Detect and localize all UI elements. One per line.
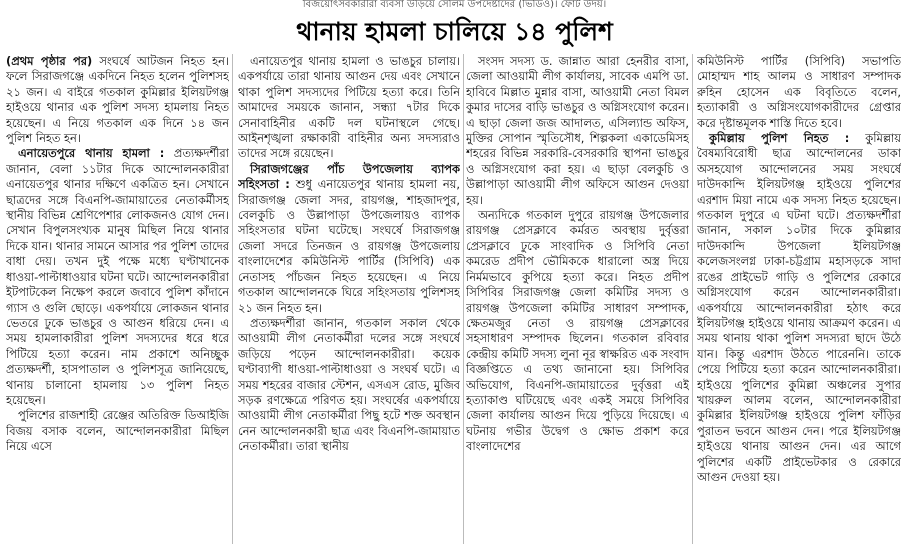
- column-divider: [692, 54, 693, 544]
- column-1: [6, 54, 229, 548]
- paragraph: কমিউনিস্ট পার্টির (সিপিবি) সভাপতি মোহাম্মদ শাহ আলম ও সাধারণ সম্পাদক রুহিন হোসেন এক বিবৃতিতে বলেন, হত্যাকারী ও অগ্নিসংযোগকারীদের গ্রেপ্তার করে দৃষ্টান্তমূলক শাস্তি দিতে হবে।: [697, 54, 901, 130]
- paragraph: প্রত্যক্ষদর্শীরা জানান, গতকাল সকাল থেকে আওয়ামী লীগ নেতাকর্মীরা দলের সঙ্গে সংঘর্ষে জড়িয়ে পড়েন আন্দোলনকারীরা। কয়েক ঘণ্টাব্যাপী ধাওয়া-পাল্টাধাওয়া ও সংঘর্ষ ঘটে। এ সময় শহরের বাজার স্টেশন, এসএস রোড, মুজিব সড়ক রণক্ষেত্রে পরিণত হয়। সংঘর্ষের একপর্যায়ে আওয়ামী লীগ নেতাকর্মীরা পিছু হটে শক্ত অবস্থান নেন আন্দোলনকারী ছাত্র এবং বিএনপি-জামায়াত নেতাকর্মীরা। তারা স্থানীয়: [238, 315, 460, 454]
- headline: থানায় হামলা চালিয়ে ১৪ পুলিশ: [296, 17, 613, 46]
- paragraph-text: কুমিল্লায় বৈষম্যবিরোধী ছাত্র আন্দোলনের ডাকা অসহযোগ আন্দোলনের সময় সংঘর্ষে দাউদকান্দি ইলিয়টগঞ্জ হাইওয়ে পুলিশের এরশাদ মিয়া নামে এক সদস্য নিহত হয়েছেন। গতকাল দুপুরে এ ঘটনা ঘটে। প্রত্যক্ষদর্শীরা জানান, সকাল ১০টার দিকে কুমিল্লার দাউদকান্দি উপজেলা ইলিয়টগঞ্জ কলেজসংলগ্ন ঢাকা-চট্টগ্রাম মহাসড়কে সাদা রঙের প্রাইভেট গাড়ি ও পুলিশের রেকারে অগ্নিসংযোগ করেন আন্দোলনকারীরা। একপর্যায়ে আন্দোলনকারীরা হঠাৎ করে ইলিয়টগঞ্জ হাইওয়ে থানায় আক্রমণ করেন। এ সময় থানায় থাকা পুলিশ সদস্যরা ছাদে উঠে যান। কিন্তু এরশাদ উঠতে পারেননি। তাকে পেয়ে পিটিয়ে হত্যা করেন আন্দোলনকারীরা। হাইওয়ে পুলিশের কুমিল্লা অঞ্চলের সুপার খায়রুল আলম বলেন, আন্দোলনকারীরা কুমিল্লার ইলিয়টগঞ্জ হাইওয়ে পুলিশ ফাঁড়ির পুরাতন ভবনে আগুন দেন। পরে ইলিয়টগঞ্জ হাইওয়ে থানায় আগুন দেন। এর আগে পুলিশের একটি প্রাইভেটকার ও রেকারে আগুন দেওয়া হয়।: [697, 131, 901, 484]
- subheading: কুমিল্লায় পুলিশ নিহত :: [709, 131, 850, 146]
- column-divider: [232, 54, 233, 544]
- column-3: [466, 54, 689, 548]
- paragraph-text: শুধু এনায়েতপুর থানায় হামলা নয়, সিরাজগঞ্জ জেলা সদর, রায়গঞ্জ, শাহজাদপুর, বেলকুচি ও উল্লাপাড়া উপজেলায়ও ব্যাপক সহিংসতার ঘটনা ঘটেছে। সংঘর্ষে সিরাজগঞ্জ জেলা সদরে তিনজন ও রায়গঞ্জ উপজেলায় বাংলাদেশের কমিউনিস্ট পার্টির (সিপিবি) এক নেতাসহ পাঁচজন নিহত হয়েছেন। এ নিয়ে গতকাল আন্দোলনকে ঘিরে সহিংসতায় পুলিশসহ ২১ জন নিহত হন।: [238, 177, 460, 315]
- column-4: [697, 54, 901, 548]
- column-2: [238, 54, 460, 548]
- paragraph: পুলিশের রাজশাহী রেঞ্জের অতিরিক্ত ডিআইজি বিজয় বসাক বলেন, আন্দোলনকারীরা মিছিল নিয়ে এসে: [6, 408, 229, 454]
- subheading: সিরাজগঞ্জের পাঁচ উপজেলায় ব্যাপক সহিংসতা :: [238, 161, 460, 192]
- paragraph: [238, 162, 460, 316]
- paragraph: অন্যদিকে গতকাল দুপুরে রায়গঞ্জ উপজেলার রায়গঞ্জ প্রেসক্লাবে কর্মরত অবস্থায় দুর্বৃত্তরা প্রেসক্লাবে ঢুকে সাংবাদিক ও সিপিবি নেতা কমরেড প্রদীপ ভৌমিককে ধারালো অস্ত্র দিয়ে নির্মমভাবে কুপিয়ে হত্যা করে। নিহত প্রদীপ সিপিবির সিরাজগঞ্জ জেলা কমিটির সদস্য ও রায়গঞ্জ উপজেলা কমিটির সাধারণ সম্পাদক, ক্ষেতমজুর নেতা ও রায়গঞ্জ প্রেসক্লাবের সহসাধারণ সম্পাদক ছিলেন। গতকাল রবিবার কেন্দ্রীয় কমিটি সদস্য লুনা নূর স্বাক্ষরিত এক সংবাদ বিজ্ঞপ্তিতে এ তথ্য জানানো হয়। সিপিবির অভিযোগ, বিএনপি-জামায়াতের দুর্বৃত্তরা এই হত্যাকাণ্ড ঘটিয়েছে এবং একই সময়ে সিপিবির জেলা কার্যালয় আগুন দিয়ে পুড়িয়ে দিয়েছে। এ ঘটনায় গভীর উদ্বেগ ও ক্ষোভ প্রকাশ করে বাংলাদেশের: [466, 208, 689, 454]
- paragraph-text: সংঘর্ষে আটজন নিহত হন। ফলে সিরাজগঞ্জে একদিনে নিহত হলেন পুলিশসহ ২১ জন। এ বাইরে গতকাল কুমিল্লার ইলিয়টগঞ্জ হাইওয়ে থানার এক পুলিশ সদস্য হামলায় নিহত হয়েছেন। এ নিয়ে গতকাল এক দিনে ১৪ জন পুলিশ নিহত হন।: [6, 54, 229, 146]
- subheading: এনায়েতপুরে থানায় হামলা :: [18, 146, 165, 161]
- continued-from-label: (প্রথম পৃষ্ঠার পর): [6, 54, 93, 68]
- paragraph: [6, 146, 229, 408]
- paragraph: সংসদ সদস্য ড. জান্নাত আরা হেনরীর বাসা, জেলা আওয়ামী লীগ কার্যালয়, সাবেক এমপি ডা. হাবিবে মিল্লাত মুন্নার বাসা, আওয়ামী নেতা বিমল কুমার দাসের বাড়ি ভাঙচুর ও অগ্নিসংযোগ করেন। এ ছাড়া জেলা জজ আদালত, এসিল্যান্ড অফিস, মুক্তির সোপান স্মৃতিসৌধ, শিল্পকলা একাডেমিসহ শহরের বিভিন্ন সরকারি-বেসরকারি স্থাপনা ভাঙচুর ও অগ্নিসংযোগ করা হয়। এ ছাড়া বেলকুচি ও উল্লাপাড়া আওয়ামী লীগ অফিসে আগুন দেওয়া হয়।: [466, 54, 689, 207]
- paragraph: এনায়েতপুর থানায় হামলা ও ভাঙচুর চালায়। একপর্যায়ে তারা থানায় আগুন দেয় এবং সেখানে থাকা পুলিশ সদস্যদের পিটিয়ে হত্যা করে। তিনি আমাদের সময়কে জানান, সন্ধ্যা ৭টার দিকে সেনাবাহিনীর একটি দল ঘটনাস্থলে গেছে। আইনশৃঙ্খলা রক্ষাকারী বাহিনীর অন্য সদস্যরাও তাদের সঙ্গে রয়েছেন।: [238, 54, 460, 161]
- paragraph-text: প্রত্যক্ষদর্শীরা জানান, বেলা ১১টার দিকে আন্দোলনকারীরা এনায়েতপুর থানার দক্ষিণে একত্রিত হন। সেখানে ছাত্রদের সঙ্গে বিএনপি-জামায়াতের নেতাকর্মীসহ স্থানীয় বিভিন্ন শ্রেণিপেশার লোকজনও যোগ দেন। সেখান বিপুলসংখ্যক মানুষ মিছিল নিয়ে থানার দিকে যান। থানার সামনে আসার পর পুলিশ তাদের বাধা দেয়। তখন দুই পক্ষে মধ্যে ঘণ্টাখানেক ধাওয়া-পাল্টাধাওয়ার ঘটনা ঘটে। আন্দোলনকারীরা ইটপাটকেল নিক্ষেপ করলে জবাবে পুলিশ কাঁদানে গ্যাস ও গুলি ছোড়ে। একপর্যায়ে লোকজন থানার ভেতরে ঢুকে ভাঙচুর ও আগুন ধরিয়ে দেন। এ সময় হামলাকারীরা পুলিশ সদস্যদের ধরে ধরে পিটিয়ে হত্যা করেন। নাম প্রকাশে অনিচ্ছুক প্রত্যক্ষদর্শী, হাসপাতাল ও পুলিশসূত্র জানিয়েছে, থানায় চালানো হামলায় ১৩ পুলিশ নিহত হয়েছেন।: [6, 146, 229, 407]
- paragraph: [697, 131, 901, 485]
- paragraph: [6, 54, 229, 146]
- column-divider: [463, 54, 464, 544]
- previous-article-strip: বিজয়োৎসবকারীরা ব্যবসা উড়িয়ে সেলিম উপদেষ্টাদের (ভিডিও)। ফোর্ট উদয়।: [302, 0, 607, 10]
